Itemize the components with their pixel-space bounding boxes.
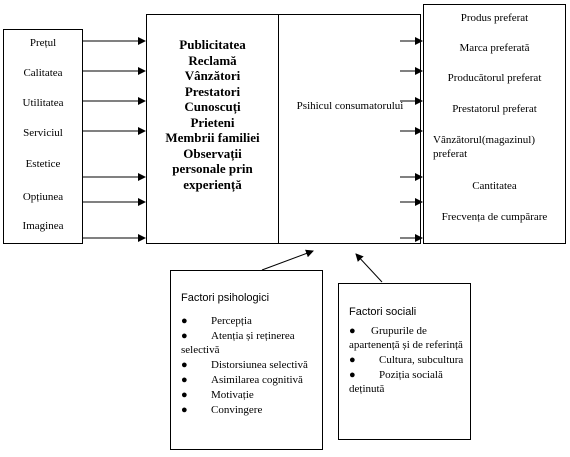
left-item-optiunea: Opțiunea <box>22 191 64 203</box>
center-item: Observații <box>183 145 242 161</box>
list-item: ● Atenția și reținerea selectivă <box>181 330 295 356</box>
right-item-producator: Producătorul preferat <box>447 72 542 84</box>
list-item: ● Poziția socială deținută <box>349 369 443 395</box>
consumer-psyche-label: Psihicul consumatorului <box>296 100 404 112</box>
arrow-psychological-to-center <box>262 251 313 270</box>
center-item: Vânzători <box>184 68 241 83</box>
list-item: ● Cultura, subcultura <box>349 354 464 366</box>
bullet-icon: ● <box>181 389 188 401</box>
left-item-estetice: Estetice <box>25 158 61 170</box>
bullet-icon: ● <box>349 354 356 366</box>
center-item: Prestatori <box>184 83 241 99</box>
left-item-imaginea: Imaginea <box>22 220 64 232</box>
left-item-serviciul: Serviciul <box>23 127 63 139</box>
list-item: ● Distorsiunea selectivă <box>181 359 308 371</box>
center-item: Reclamă <box>188 52 237 68</box>
right-item-prestator: Prestatorul preferat <box>452 103 537 115</box>
bullet-icon: ● <box>349 325 356 337</box>
left-item-utilitatea: Utilitatea <box>22 97 64 109</box>
center-item: Prieteni <box>190 114 235 130</box>
center-item: Cunoscuți <box>184 99 241 114</box>
right-item-vanzator: Vânzătorul(magazinul) preferat <box>433 134 536 160</box>
center-item: personale prin <box>172 161 253 176</box>
left-item-pretul: Prețul <box>29 37 57 49</box>
center-item: experiență <box>183 176 242 192</box>
arrow-social-to-center <box>356 254 382 282</box>
center-item: Publicitatea <box>179 37 246 52</box>
bullet-icon: ● <box>181 330 188 342</box>
list-item: ● Grupurile de apartenență și de referință <box>349 325 463 351</box>
right-item-produs: Produs preferat <box>460 12 529 24</box>
list-item: ● Motivație <box>181 389 254 401</box>
social-factors-title: Factori sociali <box>349 306 417 318</box>
list-item: ● Percepția <box>181 315 252 327</box>
right-item-frecventa: Frecvența de cumpărare <box>441 211 548 223</box>
bullet-icon: ● <box>181 404 188 416</box>
list-item: ● Asimilarea cognitivă <box>181 374 303 386</box>
center-item: Membrii familiei <box>165 130 260 145</box>
bullet-icon: ● <box>181 374 188 386</box>
bullet-icon: ● <box>349 369 356 381</box>
left-item-calitatea: Calitatea <box>23 67 63 79</box>
bullet-icon: ● <box>181 359 188 371</box>
right-item-marca: Marca preferată <box>459 42 530 54</box>
bullet-icon: ● <box>181 315 188 327</box>
right-item-cantitatea: Cantitatea <box>472 180 517 192</box>
psychological-factors-title: Factori psihologici <box>181 292 270 304</box>
list-item: ● Convingere <box>181 404 263 416</box>
